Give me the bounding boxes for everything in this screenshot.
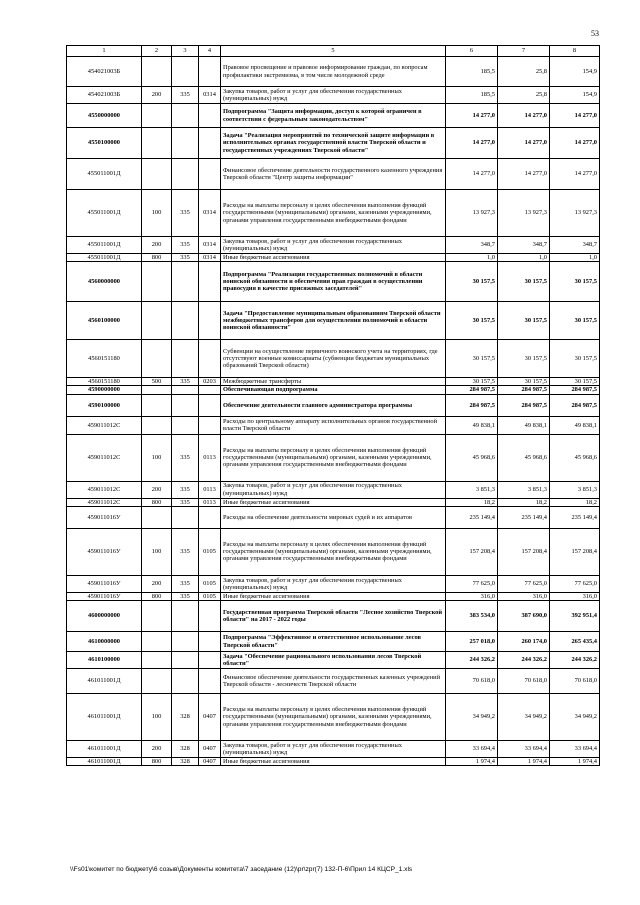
amount-2020-cell: 30 157,5 — [446, 262, 498, 302]
amount-2020-cell: 49 838,1 — [446, 416, 498, 434]
table-row — [67, 57, 600, 87]
amount-2022-cell: 70 618,0 — [550, 669, 600, 694]
amount-2022-cell: 284 987,5 — [550, 394, 600, 416]
amount-2020-cell: 348,7 — [446, 237, 498, 254]
table-row — [67, 601, 600, 632]
expense-type-cell — [142, 632, 172, 652]
section-code-cell: 0113 — [199, 498, 221, 506]
description-cell: Обеспечение деятельности главного администратора программы — [221, 394, 446, 416]
amount-2021-cell: 34 949,2 — [498, 694, 550, 741]
ministry-code-cell — [172, 262, 199, 302]
target-code-cell: 4550100000 — [67, 128, 142, 159]
target-code-cell: 4610000000 — [67, 632, 142, 652]
amount-2020-cell: 18,2 — [446, 498, 498, 506]
amount-2022-cell: 284 987,5 — [550, 386, 600, 394]
target-code-cell: 4590000000 — [67, 386, 142, 394]
target-code-cell: 4560151180 — [67, 340, 142, 378]
section-code-cell — [199, 104, 221, 128]
expense-type-cell: 800 — [142, 758, 172, 766]
amount-2022-cell: 265 435,4 — [550, 632, 600, 652]
section-code-cell: 0314 — [199, 87, 221, 104]
description-cell: Иные бюджетные ассигнования — [221, 498, 446, 506]
ministry-code-cell: 335 — [172, 528, 199, 575]
table-row — [67, 528, 600, 575]
target-code-cell: 4590100000 — [67, 394, 142, 416]
header-cell: 2 — [142, 46, 172, 57]
description-cell: Подпрограмма "Реализация государственных полномочий в области воинской обязанности и обеспечения прав граждан в осуществлении правосудия в качестве присяжных заседателей" — [221, 262, 446, 302]
section-code-cell: 0105 — [199, 528, 221, 575]
expense-type-cell: 200 — [142, 237, 172, 254]
amount-2022-cell: 33 694,4 — [550, 741, 600, 758]
amount-2021-cell: 30 157,5 — [498, 302, 550, 340]
section-code-cell — [199, 340, 221, 378]
expense-type-cell — [142, 386, 172, 394]
target-code-cell: 459011012С — [67, 416, 142, 434]
ministry-code-cell: 335 — [172, 498, 199, 506]
expense-type-cell: 100 — [142, 190, 172, 237]
section-code-cell: 0407 — [199, 758, 221, 766]
amount-2020-cell: 70 618,0 — [446, 669, 498, 694]
amount-2022-cell: 77 625,0 — [550, 575, 600, 592]
amount-2022-cell: 316,0 — [550, 592, 600, 600]
description-cell: Иные бюджетные ассигнования — [221, 592, 446, 600]
description-cell: Иные бюджетные ассигнования — [221, 758, 446, 766]
amount-2021-cell: 18,2 — [498, 498, 550, 506]
ministry-code-cell: 335 — [172, 592, 199, 600]
amount-2020-cell: 316,0 — [446, 592, 498, 600]
section-code-cell — [199, 302, 221, 340]
section-code-cell — [199, 394, 221, 416]
amount-2022-cell: 244 326,2 — [550, 652, 600, 669]
section-code-cell: 0113 — [199, 481, 221, 498]
ministry-code-cell — [172, 394, 199, 416]
ministry-code-cell — [172, 302, 199, 340]
amount-2021-cell: 3 851,3 — [498, 481, 550, 498]
amount-2020-cell: 244 326,2 — [446, 652, 498, 669]
table-row — [67, 262, 600, 302]
amount-2021-cell: 25,8 — [498, 87, 550, 104]
table-row — [67, 758, 600, 766]
expense-type-cell: 200 — [142, 87, 172, 104]
amount-2022-cell: 154,9 — [550, 87, 600, 104]
amount-2022-cell: 34 949,2 — [550, 694, 600, 741]
description-cell: Закупка товаров, работ и услуг для обеспечения государственных (муниципальных) нужд — [221, 237, 446, 254]
amount-2022-cell: 3 851,3 — [550, 481, 600, 498]
target-code-cell: 459011016У — [67, 506, 142, 528]
expense-type-cell — [142, 416, 172, 434]
target-code-cell: 459011012С — [67, 498, 142, 506]
amount-2021-cell: 14 277,0 — [498, 104, 550, 128]
amount-2022-cell: 45 968,6 — [550, 434, 600, 481]
target-code-cell: 459011012С — [67, 434, 142, 481]
target-code-cell: 459011012С — [67, 481, 142, 498]
table-row — [67, 694, 600, 741]
page-number: 53 — [591, 29, 599, 38]
expense-type-cell: 100 — [142, 434, 172, 481]
file-path-footer: \\Fs01\комитет по бюджету\6 созыв\Документы комитета\7 заседание (12)\pr\zpr(7) 132-П-6\Прил 14 КЦСР_1.xls — [70, 866, 413, 873]
description-cell: Расходы на выплаты персоналу в целях обеспечения выполнения функций государственными (муниципальными) органами, казенными учреждениями, органами управления государственными внебюджетными фондами — [221, 694, 446, 741]
expense-type-cell — [142, 394, 172, 416]
target-code-cell: 459011016У — [67, 575, 142, 592]
table-row — [67, 190, 600, 237]
amount-2021-cell: 348,7 — [498, 237, 550, 254]
ministry-code-cell — [172, 632, 199, 652]
amount-2020-cell: 30 157,5 — [446, 378, 498, 386]
amount-2021-cell: 260 174,0 — [498, 632, 550, 652]
table-row — [67, 592, 600, 600]
table-row — [67, 652, 600, 669]
amount-2020-cell: 3 851,3 — [446, 481, 498, 498]
ministry-code-cell: 328 — [172, 694, 199, 741]
expense-type-cell: 500 — [142, 378, 172, 386]
target-code-cell: 4560100000 — [67, 302, 142, 340]
expense-type-cell: 100 — [142, 528, 172, 575]
amount-2021-cell: 387 690,0 — [498, 601, 550, 632]
section-code-cell — [199, 159, 221, 190]
table-row — [67, 302, 600, 340]
budget-table — [66, 45, 600, 766]
expense-type-cell — [142, 104, 172, 128]
expense-type-cell — [142, 669, 172, 694]
header-cell: 3 — [172, 46, 199, 57]
amount-2022-cell: 30 157,5 — [550, 340, 600, 378]
description-cell: Подпрограмма "Защита информации, доступ к которой ограничен в соответствии с федеральным законодательством" — [221, 104, 446, 128]
table-row — [67, 575, 600, 592]
ministry-code-cell — [172, 340, 199, 378]
description-cell: Закупка товаров, работ и услуг для обеспечения государственных (муниципальных) нужд — [221, 481, 446, 498]
description-cell: Субвенции на осуществление первичного воинского учета на территориях, где отсутствуют военные комиссариаты (субвенции бюджетам муниципальных образований Тверской области) — [221, 340, 446, 378]
amount-2021-cell: 13 927,3 — [498, 190, 550, 237]
target-code-cell: 461011001Д — [67, 669, 142, 694]
expense-type-cell — [142, 340, 172, 378]
amount-2022-cell: 30 157,5 — [550, 378, 600, 386]
table-row — [67, 434, 600, 481]
description-cell: Финансовое обеспечение деятельности государственного казенного учреждения Тверской области "Центр защиты информации" — [221, 159, 446, 190]
amount-2022-cell: 30 157,5 — [550, 262, 600, 302]
amount-2021-cell: 77 625,0 — [498, 575, 550, 592]
description-cell: Государственная программа Тверской области "Лесное хозяйство Тверской области" на 2017 - 2022 годы — [221, 601, 446, 632]
amount-2022-cell: 14 277,0 — [550, 104, 600, 128]
amount-2020-cell: 257 018,0 — [446, 632, 498, 652]
description-cell: Межбюджетные трансферты — [221, 378, 446, 386]
amount-2022-cell: 49 838,1 — [550, 416, 600, 434]
expense-type-cell: 100 — [142, 694, 172, 741]
table-row — [67, 741, 600, 758]
section-code-cell — [199, 262, 221, 302]
section-code-cell — [199, 57, 221, 87]
table-row — [67, 378, 600, 386]
amount-2021-cell: 14 277,0 — [498, 128, 550, 159]
section-code-cell — [199, 506, 221, 528]
amount-2021-cell: 284 987,5 — [498, 386, 550, 394]
ministry-code-cell: 335 — [172, 434, 199, 481]
amount-2020-cell: 157 208,4 — [446, 528, 498, 575]
amount-2022-cell: 14 277,0 — [550, 159, 600, 190]
amount-2020-cell: 235 149,4 — [446, 506, 498, 528]
amount-2020-cell: 34 949,2 — [446, 694, 498, 741]
amount-2021-cell: 1,0 — [498, 254, 550, 262]
table-header-row — [67, 46, 600, 57]
table-row — [67, 386, 600, 394]
amount-2021-cell: 244 326,2 — [498, 652, 550, 669]
section-code-cell — [199, 669, 221, 694]
target-code-cell: 4600000000 — [67, 601, 142, 632]
ministry-code-cell — [172, 57, 199, 87]
section-code-cell — [199, 128, 221, 159]
amount-2022-cell: 1 974,4 — [550, 758, 600, 766]
target-code-cell: 455011001Д — [67, 237, 142, 254]
amount-2021-cell: 30 157,5 — [498, 262, 550, 302]
expense-type-cell — [142, 159, 172, 190]
amount-2020-cell: 383 534,0 — [446, 601, 498, 632]
ministry-code-cell: 335 — [172, 575, 199, 592]
amount-2021-cell: 30 157,5 — [498, 378, 550, 386]
section-code-cell — [199, 386, 221, 394]
target-code-cell: 4560000000 — [67, 262, 142, 302]
ministry-code-cell: 328 — [172, 758, 199, 766]
section-code-cell: 0314 — [199, 254, 221, 262]
ministry-code-cell: 335 — [172, 378, 199, 386]
header-cell: 7 — [498, 46, 550, 57]
amount-2021-cell: 235 149,4 — [498, 506, 550, 528]
ministry-code-cell: 335 — [172, 254, 199, 262]
ministry-code-cell: 335 — [172, 237, 199, 254]
description-cell: Финансовое обеспечение деятельности государственных казенных учреждений Тверской области - лесничеств Тверской области — [221, 669, 446, 694]
amount-2020-cell: 13 927,3 — [446, 190, 498, 237]
header-cell: 1 — [67, 46, 142, 57]
ministry-code-cell — [172, 669, 199, 694]
expense-type-cell: 200 — [142, 481, 172, 498]
amount-2022-cell: 30 157,5 — [550, 302, 600, 340]
section-code-cell — [199, 652, 221, 669]
description-cell: Задача "Предоставление муниципальным образованиям Тверской области межбюджетных трансферов для осуществления полномочий в области воинской обязанности" — [221, 302, 446, 340]
section-code-cell — [199, 601, 221, 632]
amount-2022-cell: 348,7 — [550, 237, 600, 254]
description-cell: Закупка товаров, работ и услуг для обеспечения государственных (муниципальных) нужд — [221, 575, 446, 592]
description-cell: Закупка товаров, работ и услуг для обеспечения государственных (муниципальных) нужд — [221, 87, 446, 104]
amount-2022-cell: 235 149,4 — [550, 506, 600, 528]
amount-2021-cell: 49 838,1 — [498, 416, 550, 434]
table-row — [67, 87, 600, 104]
ministry-code-cell — [172, 652, 199, 669]
description-cell: Обеспечивающая подпрограмма — [221, 386, 446, 394]
target-code-cell: 461011001Д — [67, 741, 142, 758]
amount-2021-cell: 14 277,0 — [498, 159, 550, 190]
expense-type-cell — [142, 302, 172, 340]
description-cell: Задача "Реализация мероприятий по технической защите информации в исполнительных органах государственной власти Тверской области и государственных учреждениях Тверской области" — [221, 128, 446, 159]
section-code-cell: 0407 — [199, 694, 221, 741]
amount-2021-cell: 284 987,5 — [498, 394, 550, 416]
amount-2022-cell: 13 927,3 — [550, 190, 600, 237]
amount-2021-cell: 30 157,5 — [498, 340, 550, 378]
table-row — [67, 416, 600, 434]
ministry-code-cell — [172, 601, 199, 632]
section-code-cell: 0314 — [199, 237, 221, 254]
amount-2020-cell: 30 157,5 — [446, 302, 498, 340]
target-code-cell: 459011016У — [67, 528, 142, 575]
table-row — [67, 159, 600, 190]
target-code-cell: 461011001Д — [67, 758, 142, 766]
expense-type-cell: 200 — [142, 575, 172, 592]
amount-2021-cell: 33 694,4 — [498, 741, 550, 758]
description-cell: Подпрограмма "Эффективное и ответственное использование лесов Тверской области" — [221, 632, 446, 652]
expense-type-cell — [142, 601, 172, 632]
amount-2021-cell: 316,0 — [498, 592, 550, 600]
amount-2020-cell: 14 277,0 — [446, 159, 498, 190]
amount-2020-cell: 14 277,0 — [446, 128, 498, 159]
amount-2020-cell: 284 987,5 — [446, 386, 498, 394]
amount-2020-cell: 185,5 — [446, 57, 498, 87]
section-code-cell: 0113 — [199, 434, 221, 481]
section-code-cell — [199, 416, 221, 434]
description-cell: Расходы на выплаты персоналу в целях обеспечения выполнения функций государственными (муниципальными) органами, казенными учреждениями, органами управления государственными внебюджетными фондами — [221, 190, 446, 237]
amount-2022-cell: 1,0 — [550, 254, 600, 262]
amount-2022-cell: 392 951,4 — [550, 601, 600, 632]
section-code-cell: 0105 — [199, 575, 221, 592]
ministry-code-cell — [172, 104, 199, 128]
amount-2021-cell: 25,8 — [498, 57, 550, 87]
amount-2020-cell: 14 277,0 — [446, 104, 498, 128]
description-cell: Расходы на обеспечение деятельности мировых судей и их аппаратов — [221, 506, 446, 528]
header-cell: 4 — [199, 46, 221, 57]
amount-2020-cell: 284 987,5 — [446, 394, 498, 416]
ministry-code-cell — [172, 506, 199, 528]
amount-2022-cell: 14 277,0 — [550, 128, 600, 159]
amount-2020-cell: 30 157,5 — [446, 340, 498, 378]
description-cell: Расходы на выплаты персоналу в целях обеспечения выполнения функций государственными (муниципальными) органами, казенными учреждениями, органами управления государственными внебюджетными фондами — [221, 434, 446, 481]
table-row — [67, 394, 600, 416]
description-cell: Задача "Обеспечение рационального использования лесов Тверской области" — [221, 652, 446, 669]
ministry-code-cell — [172, 386, 199, 394]
amount-2020-cell: 1,0 — [446, 254, 498, 262]
expense-type-cell: 800 — [142, 592, 172, 600]
target-code-cell: 461011001Д — [67, 694, 142, 741]
ministry-code-cell — [172, 159, 199, 190]
description-cell: Правовое просвещение и правовое информирование граждан, по вопросам профилактики экстремизма, в том числе молодежной среде — [221, 57, 446, 87]
ministry-code-cell: 335 — [172, 190, 199, 237]
expense-type-cell: 800 — [142, 254, 172, 262]
target-code-cell: 4550000000 — [67, 104, 142, 128]
description-cell: Иные бюджетные ассигнования — [221, 254, 446, 262]
section-code-cell — [199, 632, 221, 652]
expense-type-cell — [142, 57, 172, 87]
amount-2022-cell: 157 208,4 — [550, 528, 600, 575]
header-cell: 5 — [221, 46, 446, 57]
section-code-cell: 0314 — [199, 190, 221, 237]
amount-2020-cell: 45 968,6 — [446, 434, 498, 481]
table-row — [67, 632, 600, 652]
amount-2020-cell: 1 974,4 — [446, 758, 498, 766]
target-code-cell: 455011001Д — [67, 159, 142, 190]
table-row — [67, 254, 600, 262]
section-code-cell: 0105 — [199, 592, 221, 600]
amount-2021-cell: 1 974,4 — [498, 758, 550, 766]
description-cell: Расходы по центральному аппарату исполнительных органов государственной власти Тверской области — [221, 416, 446, 434]
target-code-cell: 455011001Д — [67, 190, 142, 237]
header-cell: 6 — [446, 46, 498, 57]
target-code-cell: 454021003Б — [67, 57, 142, 87]
ministry-code-cell: 335 — [172, 481, 199, 498]
amount-2021-cell: 45 968,6 — [498, 434, 550, 481]
amount-2020-cell: 185,5 — [446, 87, 498, 104]
section-code-cell: 0203 — [199, 378, 221, 386]
expense-type-cell — [142, 506, 172, 528]
description-cell: Расходы на выплаты персоналу в целях обеспечения выполнения функций государственными (муниципальными) органами, казенными учреждениями, органами управления государственными внебюджетными фондами — [221, 528, 446, 575]
amount-2020-cell: 33 694,4 — [446, 741, 498, 758]
expense-type-cell: 200 — [142, 741, 172, 758]
amount-2020-cell: 77 625,0 — [446, 575, 498, 592]
table-row — [67, 506, 600, 528]
expense-type-cell — [142, 128, 172, 159]
table-row — [67, 340, 600, 378]
expense-type-cell — [142, 652, 172, 669]
amount-2021-cell: 157 208,4 — [498, 528, 550, 575]
target-code-cell: 459011016У — [67, 592, 142, 600]
ministry-code-cell — [172, 128, 199, 159]
amount-2022-cell: 18,2 — [550, 498, 600, 506]
target-code-cell: 455011001Д — [67, 254, 142, 262]
expense-type-cell — [142, 262, 172, 302]
ministry-code-cell: 335 — [172, 87, 199, 104]
section-code-cell: 0407 — [199, 741, 221, 758]
table-row — [67, 669, 600, 694]
table-row — [67, 237, 600, 254]
ministry-code-cell: 328 — [172, 741, 199, 758]
target-code-cell: 454021003Б — [67, 87, 142, 104]
description-cell: Закупка товаров, работ и услуг для обеспечения государственных (муниципальных) нужд — [221, 741, 446, 758]
table-row — [67, 104, 600, 128]
target-code-cell: 4560151180 — [67, 378, 142, 386]
header-cell: 8 — [550, 46, 600, 57]
amount-2021-cell: 70 618,0 — [498, 669, 550, 694]
expense-type-cell: 800 — [142, 498, 172, 506]
table-row — [67, 128, 600, 159]
table-row — [67, 498, 600, 506]
ministry-code-cell — [172, 416, 199, 434]
target-code-cell: 4610100000 — [67, 652, 142, 669]
table-row — [67, 481, 600, 498]
amount-2022-cell: 154,9 — [550, 57, 600, 87]
